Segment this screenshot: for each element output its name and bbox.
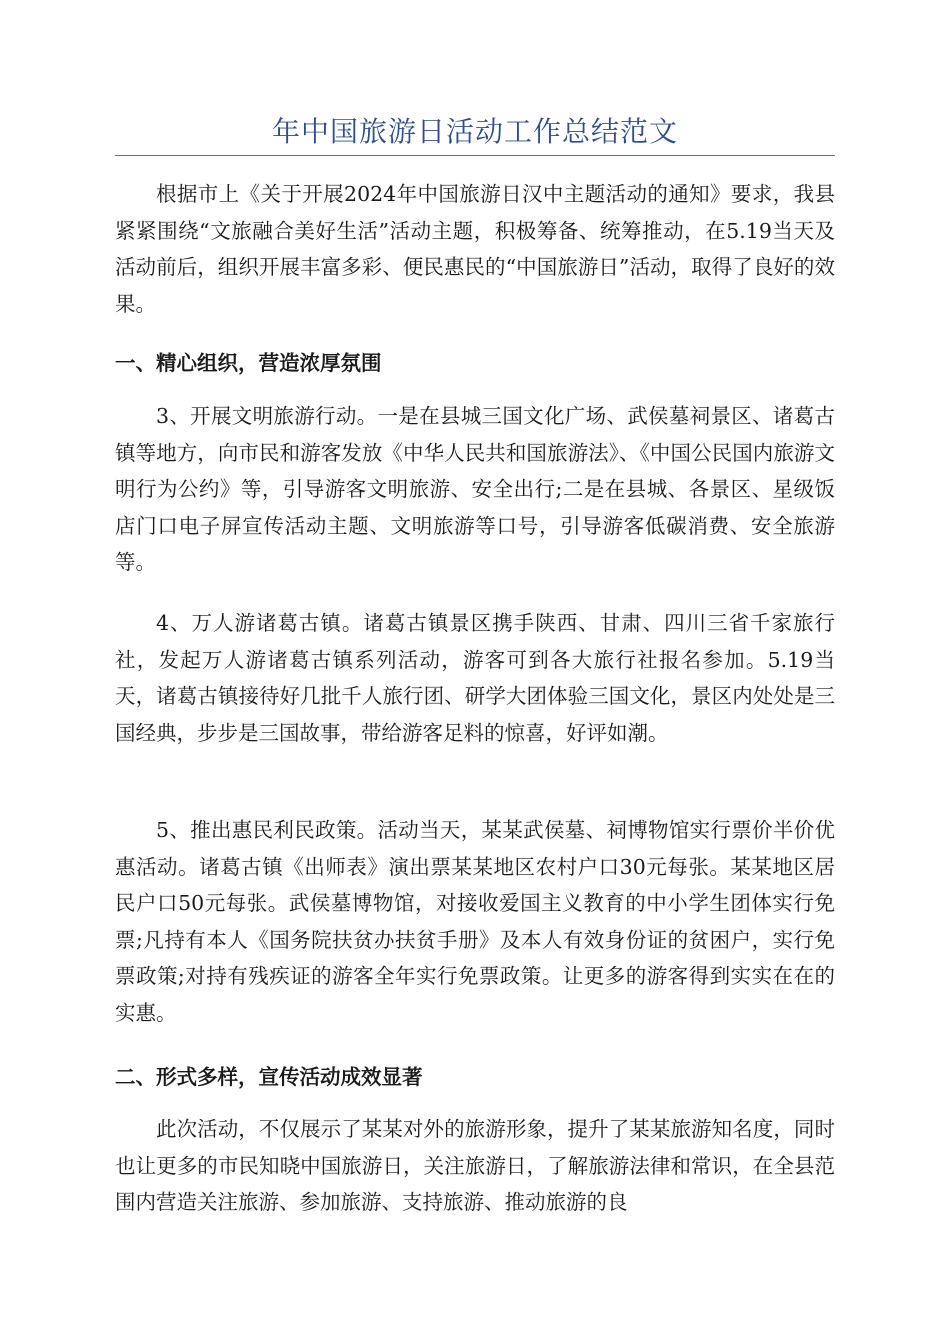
paragraph-6: 此次活动，不仅展示了某某对外的旅游形象，提升了某某旅游知名度，同时也让更多的市民知晓中国旅游日，关注旅游日，了解旅游法律和常识，在全县范围内营造关注旅游、参加旅游、支持旅游、推动旅游的良 bbox=[115, 1117, 835, 1215]
paragraph-4: 4、万人游诸葛古镇。诸葛古镇景区携手陕西、甘肃、四川三省千家旅行社，发起万人游诸葛古镇系列活动，游客可到各大旅行社报名参加。5.19当天，诸葛古镇接待好几批千人旅行团、研学大团体验三国文化，景区内处处是三国经典，步步是三国故事，带给游客足料的惊喜，好评如潮。 bbox=[115, 611, 835, 745]
section-heading-1: 一、精心组织，营造浓厚氛围 bbox=[115, 351, 382, 375]
paragraph-5: 5、推出惠民利民政策。活动当天，某某武侯墓、祠博物馆实行票价半价优惠活动。诸葛古镇《出师表》演出票某某地区农村户口30元每张。某某地区居民户口50元每张。武侯墓博物馆，对接收爱国主义教育的中小学生团体实行免票;凡持有本人《国务院扶贫办扶贫手册》及本人有效身份证的贫困户，实行免票政策;对持有残疾证的游客全年实行免票政策。让更多的游客得到实实在在的实惠。 bbox=[115, 818, 835, 1025]
intro-paragraph: 根据市上《关于开展2024年中国旅游日汉中主题活动的通知》要求，我县紧紧围绕“文旅融合美好生活”活动主题，积极筹备、统筹推动，在5.19当天及活动前后，组织开展丰富多彩、便民惠民的“中国旅游日”活动，取得了良好的效果。 bbox=[115, 182, 835, 316]
section-heading-2: 二、形式多样，宣传活动成效显著 bbox=[115, 1065, 423, 1089]
title-underline bbox=[115, 155, 835, 156]
paragraph-3: 3、开展文明旅游行动。一是在县城三国文化广场、武侯墓祠景区、诸葛古镇等地方，向市民和游客发放《中华人民共和国旅游法》、《中国公民国内旅游文明行为公约》等，引导游客文明旅游、安全出行;二是在县城、各景区、星级饭店门口电子屏宣传活动主题、文明旅游等口号，引导游客低碳消费、安全旅游等。 bbox=[115, 404, 835, 575]
document-title: 年中国旅游日活动工作总结范文 bbox=[271, 115, 678, 148]
